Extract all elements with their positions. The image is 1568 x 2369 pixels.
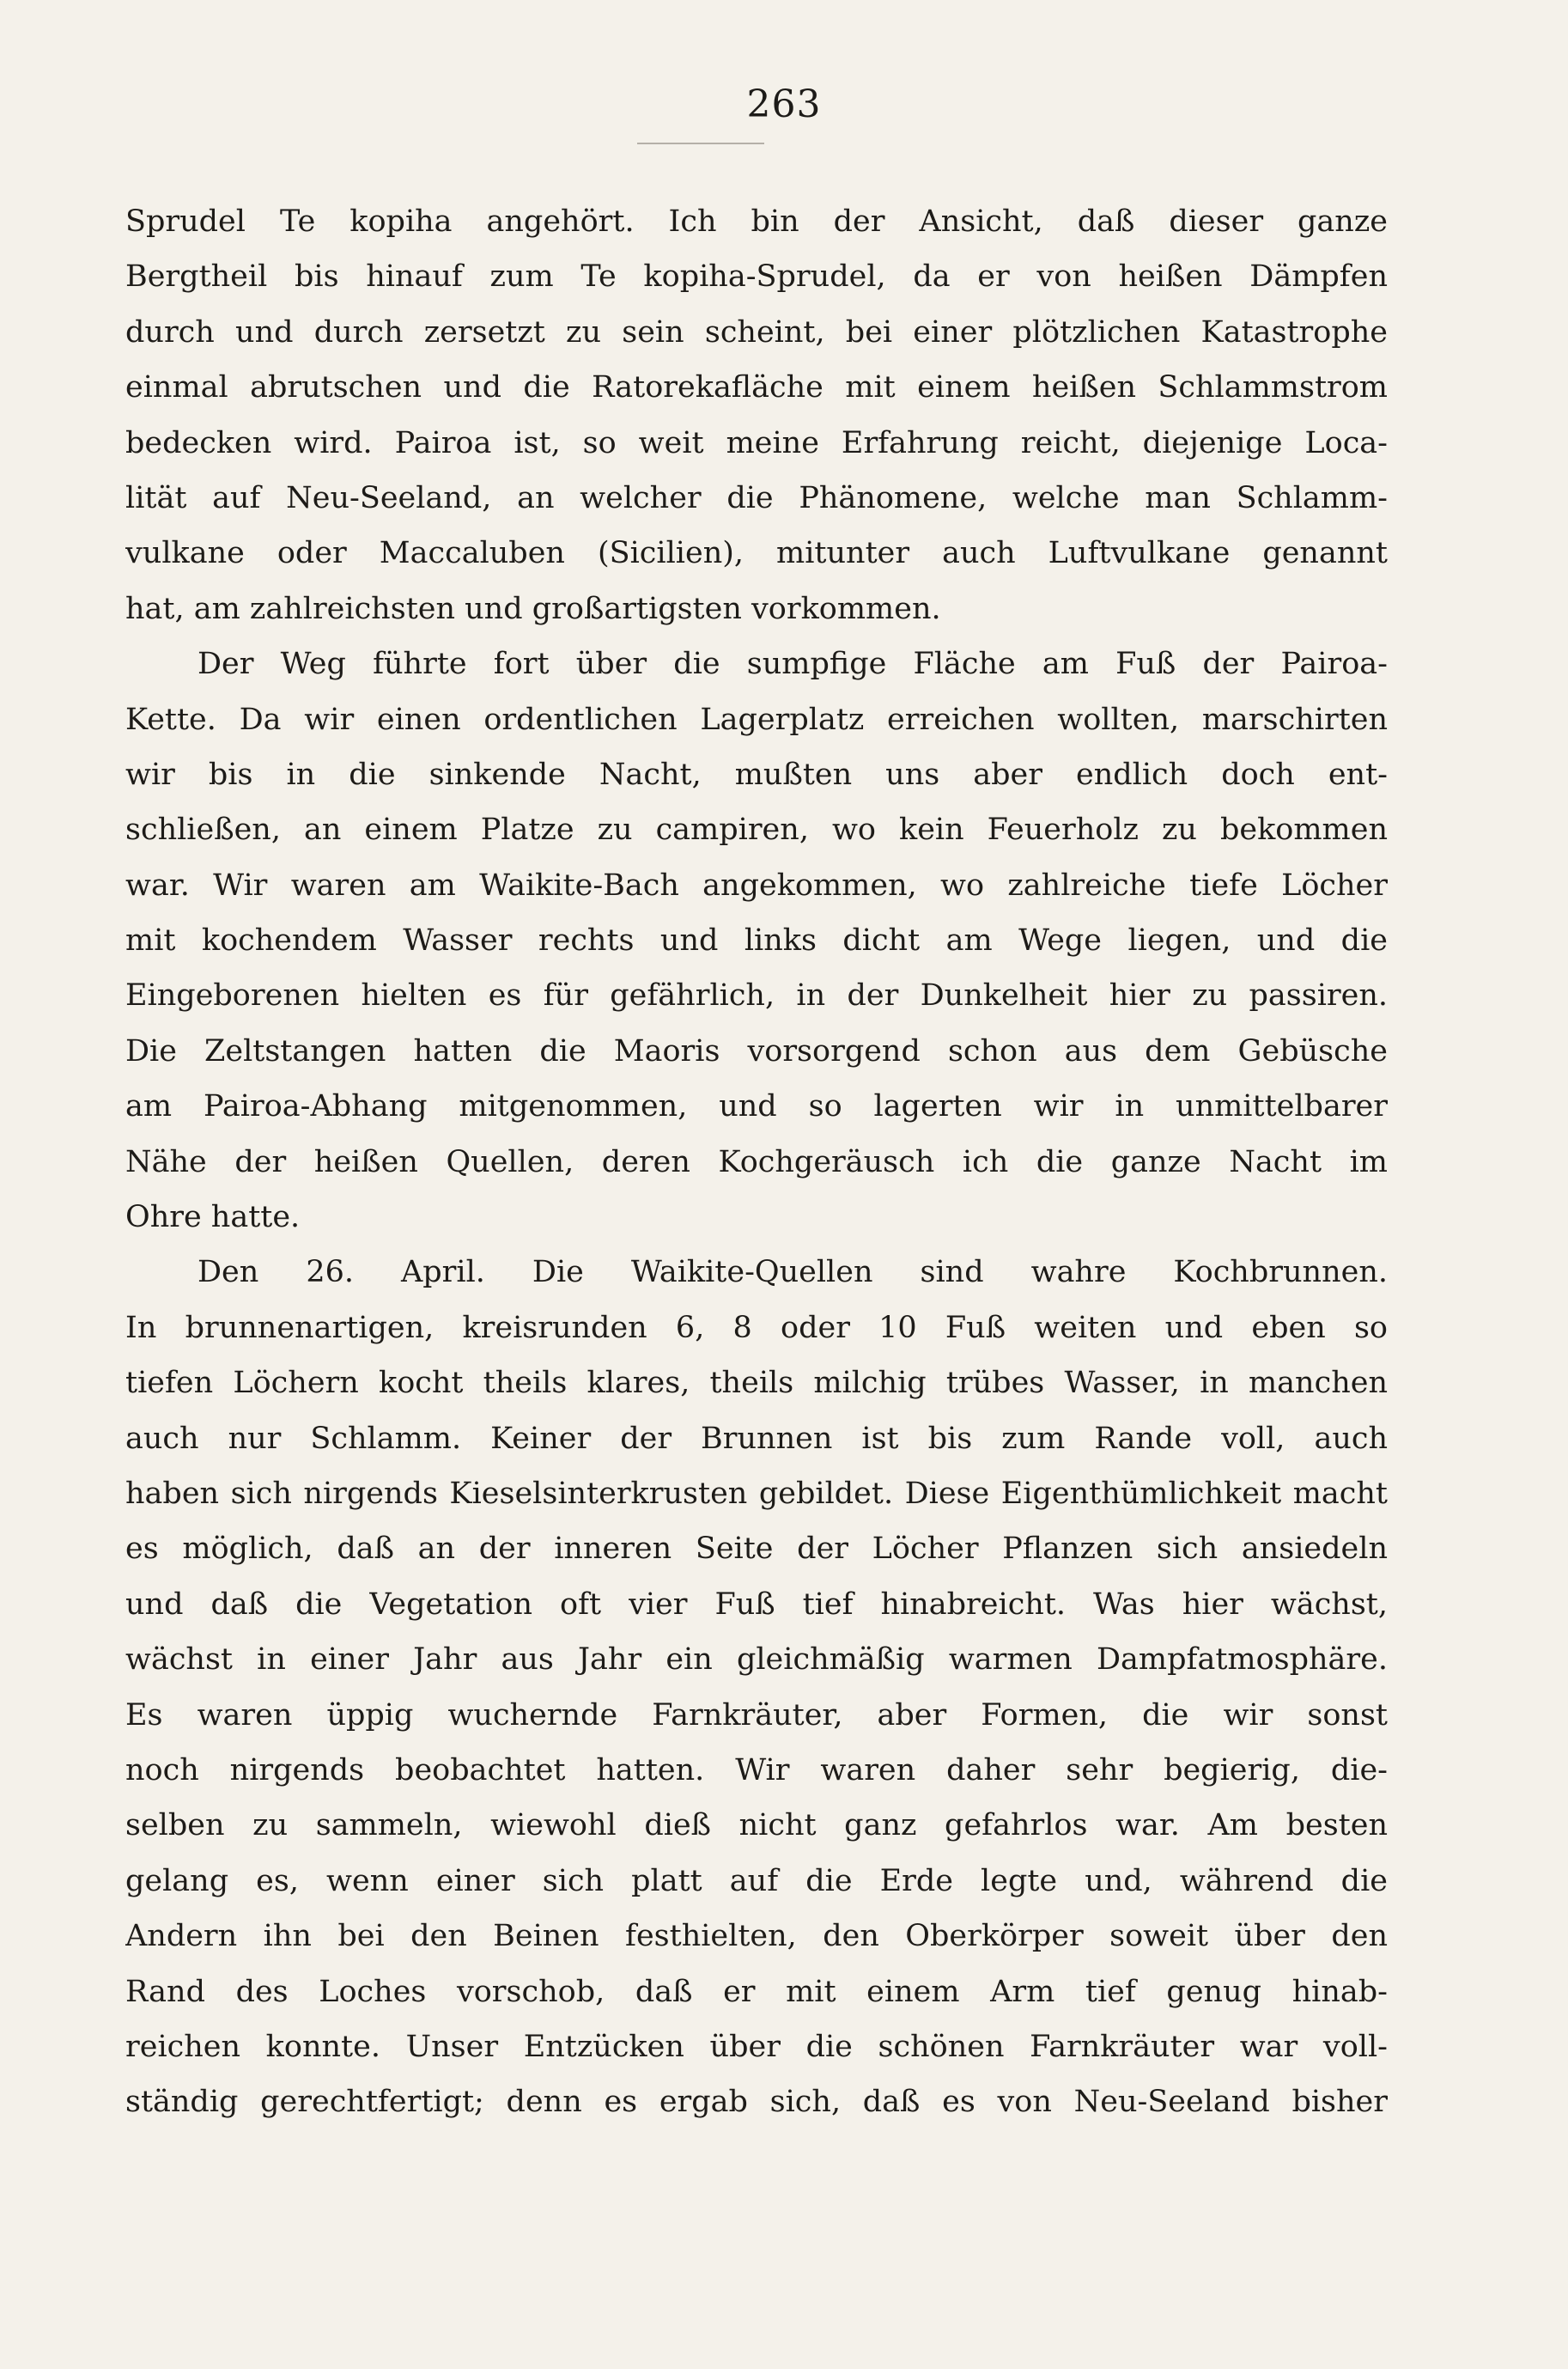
text-line: Andern ihn bei den Beinen festhielten, den Oberkörper soweit über den: [125, 1919, 1388, 1954]
text-line: Bergtheil bis hinauf zum Te kopiha-Sprudel, da er von heißen Dämpfen: [125, 259, 1388, 295]
text-line: selben zu sammeln, wiewohl dieß nicht ganz gefahrlos war. Am besten: [125, 1808, 1388, 1843]
text-line: gelang es, wenn einer sich platt auf die Erde legte und, während die: [125, 1863, 1388, 1898]
text-line: In brunnenartigen, kreisrunden 6, 8 oder 10 Fuß weiten und eben so: [125, 1310, 1388, 1345]
text-line: ständig gerechtfertigt; denn es ergab sich, daß es von Neu-Seeland bisher: [125, 2085, 1388, 2120]
text-line: Den 26. April. Die Waikite-Quellen sind wahre Kochbrunnen.: [198, 1255, 1388, 1290]
text-line: lität auf Neu-Seeland, an welcher die Phänomene, welche man Schlamm-: [125, 480, 1388, 515]
text-line: am Pairoa-Abhang mitgenommen, und so lagerten wir in unmittelbarer: [125, 1089, 1388, 1124]
text-line: Rand des Loches vorschob, daß er mit einem Arm tief genug hinab-: [125, 1974, 1388, 2009]
text-line: schließen, an einem Platze zu campiren, wo kein Feuerholz zu bekommen: [125, 813, 1388, 848]
text-line: auch nur Schlamm. Keiner der Brunnen ist bis zum Rande voll, auch: [125, 1421, 1388, 1456]
header-rule: [637, 143, 764, 144]
text-line: Es waren üppig wuchernde Farnkräuter, aber Formen, die wir sonst: [125, 1697, 1388, 1733]
text-line: Nähe der heißen Quellen, deren Kochgeräusch ich die ganze Nacht im: [125, 1144, 1388, 1179]
text-line: haben sich nirgends Kieselsinterkrusten gebildet. Diese Eigenthümlichkeit macht: [125, 1476, 1388, 1511]
text-line: einmal abrutschen und die Ratorekafläche mit einem heißen Schlammstrom: [125, 370, 1388, 405]
body-text: [125, 194, 1388, 2130]
page-number: 263: [746, 82, 822, 126]
text-line: wir bis in die sinkende Nacht, mußten uns aber endlich doch ent-: [125, 757, 1388, 792]
text-line: und daß die Vegetation oft vier Fuß tief hinabreicht. Was hier wächst,: [125, 1586, 1388, 1622]
text-line: war. Wir waren am Waikite-Bach angekommen, wo zahlreiche tiefe Löcher: [125, 868, 1388, 903]
text-line: durch und durch zersetzt zu sein scheint, bei einer plötzlichen Katastrophe: [125, 314, 1388, 350]
text-line: Der Weg führte fort über die sumpfige Fläche am Fuß der Pairoa-: [198, 647, 1388, 682]
text-line: hat, am zahlreichsten und großartigsten vorkommen.: [125, 591, 941, 626]
text-line: es möglich, daß an der inneren Seite der Löcher Pflanzen sich ansiedeln: [125, 1532, 1388, 1567]
text-line: Sprudel Te kopiha angehört. Ich bin der Ansicht, daß dieser ganze: [125, 204, 1388, 239]
text-line: reichen konnte. Unser Entzücken über die schönen Farnkräuter war voll-: [125, 2029, 1388, 2064]
text-line: vulkane oder Maccaluben (Sicilien), mitunter auch Luftvulkane genannt: [125, 536, 1388, 571]
text-line: wächst in einer Jahr aus Jahr ein gleichmäßig warmen Dampfatmosphäre.: [125, 1642, 1388, 1678]
text-line: Die Zeltstangen hatten die Maoris vorsorgend schon aus dem Gebüsche: [125, 1033, 1388, 1069]
text-line: Ohre hatte.: [125, 1200, 301, 1235]
text-line: Eingeborenen hielten es für gefährlich, in der Dunkelheit hier zu passiren.: [125, 978, 1388, 1014]
text-line: mit kochendem Wasser rechts und links dicht am Wege liegen, und die: [125, 923, 1388, 959]
text-line: tiefen Löchern kocht theils klares, theils milchig trübes Wasser, in manchen: [125, 1366, 1388, 1401]
text-line: Kette. Da wir einen ordentlichen Lagerplatz erreichen wollten, marschirten: [125, 702, 1388, 737]
text-line: noch nirgends beobachtet hatten. Wir waren daher sehr begierig, die-: [125, 1752, 1388, 1787]
text-line: bedecken wird. Pairoa ist, so weit meine Erfahrung reicht, diejenige Loca-: [125, 425, 1388, 460]
